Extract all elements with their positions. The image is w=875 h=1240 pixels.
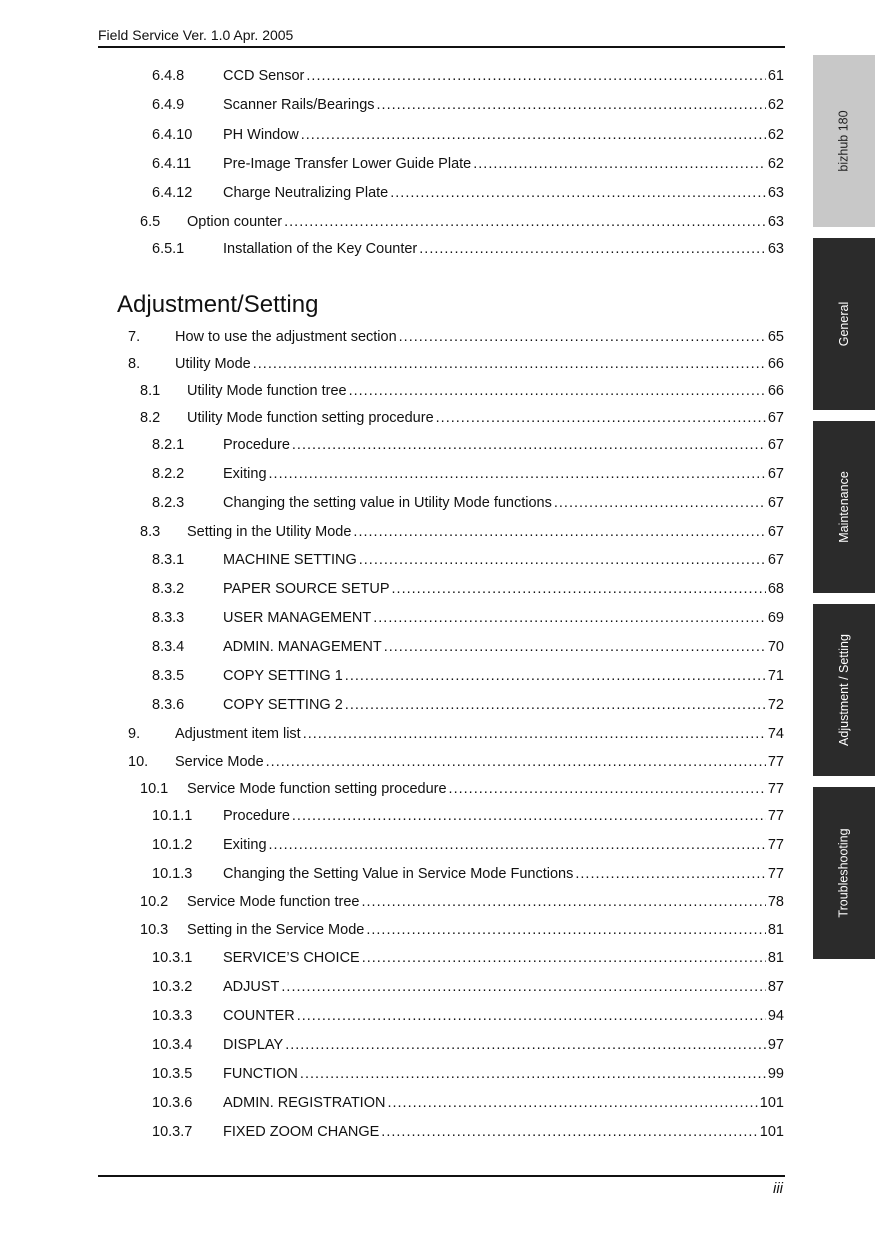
toc-dot-leader — [269, 836, 766, 854]
toc-entry-title: Pre-Image Transfer Lower Guide Plate — [223, 156, 472, 172]
toc-entry-page: 94 — [767, 1008, 784, 1024]
toc-dot-leader — [281, 978, 765, 996]
toc-entry-title: PH Window — [223, 127, 299, 143]
toc-entry[interactable] — [152, 1065, 784, 1083]
toc-entry-title: COPY SETTING 2 — [223, 697, 343, 713]
toc-entry-number: 8.3.3 — [152, 610, 185, 626]
toc-entry-number: 8.3.5 — [152, 668, 185, 684]
toc-dot-leader — [297, 1007, 766, 1025]
toc-entry-page: 77 — [767, 866, 784, 882]
toc-entry[interactable] — [140, 893, 784, 911]
side-tab[interactable] — [813, 787, 875, 959]
toc-dot-leader — [301, 126, 766, 144]
toc-entry-title: Exiting — [223, 837, 267, 853]
toc-dot-leader — [419, 240, 766, 258]
toc-entry-title: Service Mode — [175, 754, 264, 770]
toc-entry[interactable] — [152, 126, 784, 144]
toc-entry-page: 77 — [767, 837, 784, 853]
toc-dot-leader — [345, 667, 766, 685]
toc-entry[interactable] — [152, 96, 784, 114]
toc-entry-page: 99 — [767, 1066, 784, 1082]
toc-entry-page: 67 — [767, 495, 784, 511]
toc-entry-number: 10.3.3 — [152, 1008, 193, 1024]
toc-entry-page: 61 — [767, 68, 784, 84]
toc-dot-leader — [292, 807, 766, 825]
toc-entry-number: 8.3.1 — [152, 552, 185, 568]
toc-dot-leader — [300, 1065, 766, 1083]
toc-entry-number: 8. — [128, 356, 141, 372]
toc-entry-title: Service Mode function tree — [187, 894, 360, 910]
side-tab-label: bizhub 180 — [836, 110, 851, 172]
toc-entry-title: Service Mode function setting procedure — [187, 781, 447, 797]
toc-entry[interactable] — [128, 753, 784, 771]
toc-entry-title: Installation of the Key Counter — [223, 241, 418, 257]
toc-entry-page: 62 — [767, 127, 784, 143]
toc-entry-title: Procedure — [223, 437, 290, 453]
toc-entry-page: 62 — [767, 97, 784, 113]
toc-entry[interactable] — [152, 240, 784, 258]
toc-entry-number: 6.4.9 — [152, 97, 185, 113]
toc-entry[interactable] — [152, 1036, 784, 1054]
toc-entry[interactable] — [140, 780, 784, 798]
header-divider — [98, 46, 785, 48]
toc-entry[interactable] — [152, 836, 784, 854]
toc-entry-number: 10.3.4 — [152, 1037, 193, 1053]
toc-entry-number: 6.4.10 — [152, 127, 193, 143]
toc-entry[interactable] — [152, 551, 784, 569]
toc-entry-number: 10. — [128, 754, 149, 770]
toc-dot-leader — [361, 893, 765, 911]
toc-dot-leader — [349, 382, 766, 400]
toc-entry[interactable] — [152, 978, 784, 996]
toc-entry-title: Exiting — [223, 466, 267, 482]
toc-entry[interactable] — [128, 725, 784, 743]
toc-dot-leader — [392, 580, 766, 598]
toc-entry-page: 77 — [767, 754, 784, 770]
toc-dot-leader — [473, 155, 766, 173]
toc-entry-page: 101 — [759, 1124, 784, 1140]
toc-entry-title: Utility Mode function tree — [187, 383, 347, 399]
toc-entry-page: 78 — [767, 894, 784, 910]
toc-entry-number: 8.2.1 — [152, 437, 185, 453]
toc-entry-title: USER MANAGEMENT — [223, 610, 372, 626]
toc-entry-title: MACHINE SETTING — [223, 552, 357, 568]
toc-entry-page: 63 — [767, 241, 784, 257]
toc-entry-title: CCD Sensor — [223, 68, 305, 84]
toc-entry[interactable] — [152, 1007, 784, 1025]
toc-entry-number: 8.1 — [140, 383, 161, 399]
toc-entry[interactable] — [152, 155, 784, 173]
toc-dot-leader — [399, 328, 766, 346]
toc-entry-title: Changing the setting value in Utility Mode functions — [223, 495, 552, 511]
toc-dot-leader — [359, 551, 766, 569]
toc-entry-number: 8.2 — [140, 410, 161, 426]
toc-entry-number: 8.3 — [140, 524, 161, 540]
side-tab[interactable] — [813, 604, 875, 776]
side-tab[interactable] — [813, 55, 875, 227]
toc-entry-page: 68 — [767, 581, 784, 597]
toc-dot-leader — [306, 67, 765, 85]
toc-entry-title: SERVICE’S CHOICE — [223, 950, 360, 966]
page-number: iii — [773, 1180, 783, 1197]
toc-entry-number: 8.3.6 — [152, 697, 185, 713]
toc-entry-number: 6.4.12 — [152, 185, 193, 201]
toc-entry-number: 10.3.6 — [152, 1095, 193, 1111]
toc-dot-leader — [345, 696, 766, 714]
toc-entry-page: 72 — [767, 697, 784, 713]
toc-entry[interactable] — [140, 409, 784, 427]
toc-entry[interactable] — [152, 638, 784, 656]
toc-dot-leader — [353, 523, 765, 541]
toc-entry-title: Utility Mode — [175, 356, 251, 372]
toc-entry-page: 67 — [767, 552, 784, 568]
toc-dot-leader — [377, 96, 766, 114]
side-tab[interactable] — [813, 421, 875, 593]
toc-entry[interactable] — [152, 436, 784, 454]
toc-entry-title: FIXED ZOOM CHANGE — [223, 1124, 380, 1140]
toc-entry[interactable] — [152, 580, 784, 598]
toc-entry-number: 10.2 — [140, 894, 169, 910]
toc-entry[interactable] — [152, 1094, 784, 1112]
side-tab[interactable] — [813, 238, 875, 410]
header-text: Field Service Ver. 1.0 Apr. 2005 — [98, 27, 294, 43]
toc-entry-number: 6.4.11 — [152, 156, 192, 172]
toc-dot-leader — [436, 409, 766, 427]
toc-entry[interactable] — [152, 949, 784, 967]
toc-entry-title: PAPER SOURCE SETUP — [223, 581, 390, 597]
toc-entry-number: 8.3.2 — [152, 581, 185, 597]
toc-entry-page: 67 — [767, 466, 784, 482]
toc-entry-title: Procedure — [223, 808, 290, 824]
toc-entry-page: 67 — [767, 437, 784, 453]
toc-entry-page: 71 — [767, 668, 784, 684]
toc-entry-number: 10.3.2 — [152, 979, 193, 995]
toc-entry-page: 70 — [767, 639, 784, 655]
toc-entry-page: 87 — [767, 979, 784, 995]
toc-dot-leader — [292, 436, 766, 454]
toc-entry-page: 81 — [767, 922, 784, 938]
toc-entry-page: 62 — [767, 156, 784, 172]
toc-entry-page: 77 — [767, 781, 784, 797]
toc-entry-number: 7. — [128, 329, 141, 345]
toc-entry-number: 10.3.5 — [152, 1066, 193, 1082]
toc-entry[interactable] — [140, 523, 784, 541]
footer-divider — [98, 1175, 785, 1177]
toc-dot-leader — [253, 355, 766, 373]
toc-entry-number: 6.5 — [140, 214, 161, 230]
toc-dot-leader — [362, 949, 766, 967]
toc-dot-leader — [266, 753, 766, 771]
toc-entry-page: 77 — [767, 808, 784, 824]
toc-entry[interactable] — [152, 667, 784, 685]
toc-entry-title: Changing the Setting Value in Service Mode Functions — [223, 866, 574, 882]
toc-entry-page: 97 — [767, 1037, 784, 1053]
toc-entry[interactable] — [152, 609, 784, 627]
toc-entry[interactable] — [152, 865, 784, 883]
toc-entry-number: 10.1.1 — [152, 808, 193, 824]
toc-dot-leader — [373, 609, 766, 627]
toc-entry-title: Setting in the Utility Mode — [187, 524, 352, 540]
toc-entry-number: 6.4.8 — [152, 68, 185, 84]
toc-entry-title: ADJUST — [223, 979, 280, 995]
toc-entry[interactable] — [140, 382, 784, 400]
side-tab-label: General — [836, 301, 851, 347]
toc-entry-number: 8.2.3 — [152, 495, 185, 511]
toc-entry[interactable] — [152, 465, 784, 483]
toc-entry-title: Scanner Rails/Bearings — [223, 97, 375, 113]
toc-entry[interactable] — [140, 921, 784, 939]
toc-entry-number: 9. — [128, 726, 141, 742]
side-tab-label: Adjustment / Setting — [837, 634, 851, 746]
toc-entry-number: 8.2.2 — [152, 466, 185, 482]
toc-entry-number: 10.1.2 — [152, 837, 193, 853]
toc-entry-page: 74 — [767, 726, 784, 742]
toc-entry[interactable] — [152, 184, 784, 202]
toc-dot-leader — [284, 213, 766, 231]
toc-dot-leader — [390, 184, 766, 202]
toc-entry-page: 69 — [767, 610, 784, 626]
toc-entry-page: 66 — [767, 356, 784, 372]
side-tab-label: Troubleshooting — [837, 828, 851, 918]
toc-entry-page: 63 — [767, 214, 784, 230]
toc-entry-title: Utility Mode function setting procedure — [187, 410, 434, 426]
toc-entry[interactable] — [152, 494, 784, 512]
toc-dot-leader — [449, 780, 766, 798]
toc-entry[interactable] — [152, 696, 784, 714]
toc-entry-page: 63 — [767, 185, 784, 201]
toc-entry-page: 67 — [767, 524, 784, 540]
toc-dot-leader — [387, 1094, 757, 1112]
toc-entry-title: DISPLAY — [223, 1037, 284, 1053]
toc-dot-leader — [381, 1123, 758, 1141]
toc-dot-leader — [384, 638, 766, 656]
toc-entry-page: 101 — [759, 1095, 784, 1111]
toc-entry-title: Setting in the Service Mode — [187, 922, 365, 938]
toc-entry-number: 10.3.7 — [152, 1124, 193, 1140]
toc-entry-title: How to use the adjustment section — [175, 329, 397, 345]
toc-dot-leader — [269, 465, 766, 483]
toc-entry-title: ADMIN. MANAGEMENT — [223, 639, 382, 655]
toc-entry-page: 81 — [767, 950, 784, 966]
toc-entry-title: COPY SETTING 1 — [223, 668, 343, 684]
toc-entry-title: ADMIN. REGISTRATION — [223, 1095, 386, 1111]
toc-entry[interactable] — [152, 807, 784, 825]
toc-entry-number: 10.3.1 — [152, 950, 193, 966]
toc-entry-number: 10.1.3 — [152, 866, 193, 882]
toc-entry-number: 6.5.1 — [152, 241, 185, 257]
toc-entry-page: 67 — [767, 410, 784, 426]
toc-entry[interactable] — [140, 213, 784, 231]
toc-entry-number: 10.1 — [140, 781, 169, 797]
toc-entry-page: 66 — [767, 383, 784, 399]
toc-entry[interactable] — [152, 67, 784, 85]
toc-dot-leader — [366, 921, 766, 939]
toc-dot-leader — [303, 725, 766, 743]
toc-entry-number: 8.3.4 — [152, 639, 185, 655]
toc-entry-title: Adjustment item list — [175, 726, 301, 742]
side-tab-label: Maintenance — [837, 471, 852, 543]
toc-entry-title: COUNTER — [223, 1008, 295, 1024]
toc-entry-page: 65 — [767, 329, 784, 345]
toc-dot-leader — [285, 1036, 766, 1054]
toc-entry[interactable] — [128, 355, 784, 373]
toc-dot-leader — [554, 494, 766, 512]
toc-entry-number: 10.3 — [140, 922, 169, 938]
toc-dot-leader — [575, 865, 766, 883]
toc-entry[interactable] — [128, 328, 784, 346]
toc-entry[interactable] — [152, 1123, 784, 1141]
section-heading: Adjustment/Setting — [117, 291, 319, 318]
toc-entry-title: Charge Neutralizing Plate — [223, 185, 389, 201]
toc-entry-title: Option counter — [187, 214, 283, 230]
toc-entry-title: FUNCTION — [223, 1066, 298, 1082]
